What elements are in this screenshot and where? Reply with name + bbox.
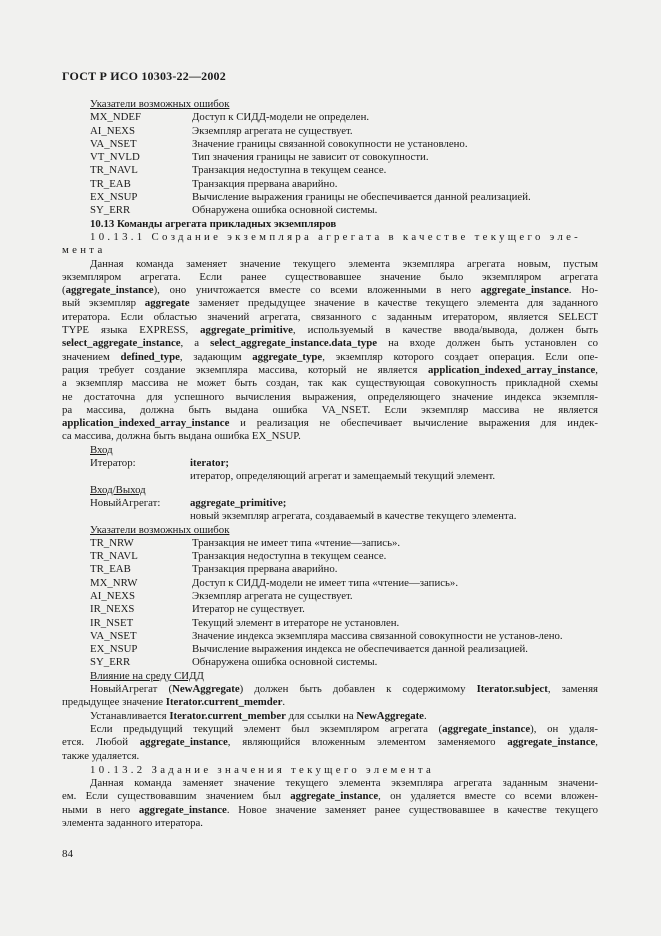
bold-term: Iterator.current_member [169, 709, 286, 722]
effects-text [62, 683, 598, 763]
error-desc: Транзакция не имеет типа «чтение—запись». [192, 536, 401, 549]
error-code: EX_NSUP [90, 191, 138, 204]
section-heading: 10.13 Команды агрегата прикладных экземпляров [90, 217, 337, 230]
error-desc: Текущий элемент в итераторе не установлен. [192, 616, 400, 629]
text-line: TYPE языка EXPRESS, aggregate_primitive, используемый в качестве ввода/вывода, должен быть [62, 324, 598, 337]
paragraph [62, 777, 598, 830]
error-desc: Итератор не существует. [192, 603, 305, 616]
bold-term: Iterator.subject [476, 683, 548, 696]
param-type: iterator; [190, 457, 229, 470]
bold-term: aggregate_instance [65, 284, 154, 297]
page-header: ГОСТ Р ИСО 10303-22—2002 [62, 69, 226, 83]
error-desc: Доступ к СИДД-модели не имеет типа «чтение—запись». [192, 576, 459, 589]
text-line: select_aggregate_instance, a select_aggregate_instance.data_type на входе должен быть установлен со [62, 337, 598, 350]
error-code: TR_NRW [90, 536, 134, 549]
error-row [90, 191, 598, 204]
text-line: ными в него aggregate_instance. Новое значение заменяет ранее существовавшее в качестве текущего [62, 803, 599, 816]
error-row [90, 111, 598, 124]
text-line: рация требует создание экземпляра массива, который не является application_indexed_array_instance, [62, 363, 598, 376]
error-desc: Экземпляр агрегата не существует. [192, 124, 353, 137]
error-code: TR_NAVL [90, 164, 138, 177]
text-line: Данная команда заменяет значение текущего элемента экземпляра агрегата заданным значени- [90, 777, 598, 790]
error-code: AI_NEXS [90, 589, 135, 602]
text-line: не достаточна для успешного вычисления выражения, определяющего значение индекса экземпля- [62, 390, 598, 403]
bold-term: aggregate [144, 297, 190, 310]
text-line: значением defined_type, задающим aggregate_type, экземпляр которого создает операция. Если опе- [62, 350, 598, 363]
text-line: са массива, должна быть выдана ошибка EX_NSUP. [62, 430, 301, 443]
error-desc: Экземпляр агрегата не существует. [192, 589, 353, 602]
page-number: 84 [62, 848, 73, 860]
error-row [90, 577, 598, 590]
text-line: Данная команда заменяет значение текущего элемента экземпляра агрегата новым, пустым [90, 257, 598, 270]
error-desc: Тип значения границы не зависит от совокупности. [192, 151, 429, 164]
error-desc: Вычисление выражения границы не обеспечивается данной реализацией. [192, 191, 531, 204]
error-code: MX_NRW [90, 576, 138, 589]
error-row [90, 630, 598, 643]
error-desc: Транзакция прервана аварийно. [192, 177, 338, 190]
bold-term: select_aggregate_instance.data_type [210, 337, 377, 350]
bold-term: aggregate_instance [290, 790, 379, 803]
error-code: VA_NSET [90, 629, 137, 642]
subsection-heading [90, 231, 598, 244]
error-code: MX_NDEF [90, 111, 141, 124]
error-code: VT_NVLD [90, 151, 140, 164]
error-code: SY_ERR [90, 656, 131, 669]
text-line: (aggregate_instance), оно уничтожается вместе со всеми вложенными в него aggregate_instance. Но- [62, 284, 599, 297]
error-row [90, 178, 598, 191]
param-row [90, 457, 598, 470]
param-name: Итератор: [90, 457, 136, 470]
error-row [90, 550, 598, 563]
errors-label: Указатели возможных ошибок [90, 98, 230, 110]
error-row [90, 603, 598, 616]
bold-term: select_aggregate_instance [62, 337, 181, 350]
error-row [90, 617, 598, 630]
subsection-title: 10.13.1 Создание экземпляра агрегата в качестве текущего эле- [90, 230, 582, 243]
input-label: Вход [90, 443, 113, 456]
param-row [90, 497, 598, 510]
error-row [90, 204, 598, 217]
param-desc: новый экземпляр агрегата, создаваемый в качестве текущего элемента. [190, 510, 517, 523]
effect-label: Влияние на среду СИДД [90, 669, 204, 682]
error-row [90, 563, 598, 576]
error-code: AI_NEXS [90, 124, 135, 137]
error-desc: Транзакция прервана аварийно. [192, 563, 338, 576]
error-row [90, 537, 598, 550]
error-row [90, 643, 598, 656]
bold-term: NewAggregate [172, 683, 240, 696]
text-line: ется. Любой aggregate_instance, являющийся вложенным элементом заменяемого aggregate_instance, [62, 736, 598, 749]
error-code: SY_ERR [90, 204, 131, 217]
text-line: Устанавливается Iterator.current_member для ссылки на NewAggregate. [90, 709, 427, 722]
bold-term: aggregate_instance [480, 284, 569, 297]
text-line: ем. Если существовавшим значением был aggregate_instance, он удаляется вместе со всеми вложен- [62, 790, 598, 803]
error-desc: Обнаружена ошибка основной системы. [192, 204, 378, 217]
text-line: экземпляром агрегата. Если ранее существовавшее значение было экземпляром агрегата [62, 270, 598, 283]
text-line: также удаляется. [62, 749, 140, 762]
error-code: EX_NSUP [90, 643, 138, 656]
error-code: IR_NEXS [90, 603, 135, 616]
error-desc: Транзакция недоступна в текущем сеансе. [192, 164, 387, 177]
error-code: TR_EAB [90, 177, 131, 190]
bold-term: aggregate_instance [138, 803, 227, 816]
error-code: TR_EAB [90, 563, 131, 576]
error-row [90, 151, 598, 164]
bold-term: application_indexed_array_instance [62, 417, 230, 430]
bold-term: aggregate_primitive [200, 324, 293, 337]
text-line: НовыйАгрегат (NewAggregate) должен быть добавлен к содержимому Iterator.subject, заменяя [90, 683, 599, 696]
error-row [90, 590, 598, 603]
error-desc: Доступ к СИДД-модели не определен. [192, 111, 370, 124]
bold-term: Iterator.current_memder [165, 696, 283, 709]
bold-term: NewAggregate [356, 709, 424, 722]
error-row [90, 125, 598, 138]
bold-term: aggregate_instance [139, 736, 228, 749]
text-line: а экземпляр массива не может быть создан, так как существующая совокупность прикладной схемы [62, 377, 598, 390]
error-list [62, 537, 598, 670]
paragraph [62, 258, 598, 444]
param-type: aggregate_primitive; [190, 496, 287, 509]
text-line: итератора. Если областью значений агрегата, связанного с заданным итератором, является SELECT [62, 310, 598, 323]
bold-term: application_indexed_array_instance [427, 363, 596, 376]
error-desc: Транзакция недоступна в текущем сеансе. [192, 550, 387, 563]
error-desc: Вычисление выражения индекса не обеспечивается данной реализацией. [192, 643, 528, 656]
error-list [62, 111, 598, 217]
text-line: элемента заданного итератора. [62, 817, 203, 830]
error-code: VA_NSET [90, 137, 137, 150]
text-line: Если предыдущий текущий элемент был экземпляром агрегата (aggregate_instance), он удаля- [90, 722, 598, 735]
error-desc: Значение границы связанной совокупности не установлено. [192, 137, 468, 150]
error-desc: Обнаружена ошибка основной системы. [192, 656, 378, 669]
subsection-title: 10.13.2 Задание значения текущего элемента [90, 763, 435, 776]
error-code: IR_NSET [90, 616, 134, 629]
text-line: предыдущее значение Iterator.current_memder. [62, 696, 286, 709]
bold-term: aggregate_instance [507, 736, 596, 749]
error-desc: Значение индекса экземпляра массива связанной совокупности не установ-лено. [192, 629, 563, 642]
text-line: вый экземпляр aggregate заменяет предыдущее значение в качестве текущего элемента для заданного [62, 297, 599, 310]
error-row [90, 656, 598, 669]
errors-label: Указатели возможных ошибок [90, 523, 230, 536]
subsection-heading [90, 764, 598, 777]
text-line: ра массива, должна быть выдана ошибка VA_NSET. Если экземпляр массива не является [62, 403, 598, 416]
error-code: TR_NAVL [90, 550, 138, 563]
io-label: Вход/Выход [90, 483, 146, 496]
param-desc: итератор, определяющий агрегат и замещаемый текущий элемент. [190, 470, 496, 483]
error-row [90, 138, 598, 151]
text-line: application_indexed_array_instance и реализация не обеспечивает вычисление выражения для индек- [62, 417, 598, 430]
bold-term: aggregate_instance [442, 722, 531, 735]
error-row [90, 164, 598, 177]
bold-term: aggregate_type [252, 350, 323, 363]
bold-term: defined_type [120, 350, 180, 363]
subsection-title-cont: мента [62, 244, 106, 257]
param-name: НовыйАгрегат: [90, 496, 161, 509]
page-content [62, 98, 598, 830]
